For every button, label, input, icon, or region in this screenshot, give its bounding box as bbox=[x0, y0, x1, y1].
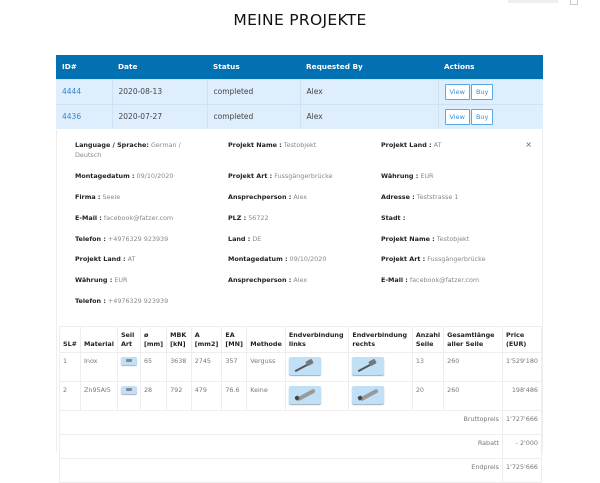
field-projekt-land: Projekt Land : AT bbox=[381, 141, 442, 149]
field-montagedatum-2: Montagedatum : 09/10/2020 bbox=[228, 255, 327, 263]
date-cell: 2020-08-13 bbox=[112, 79, 207, 104]
col-seil-art: Seil Art bbox=[117, 327, 140, 353]
view-button[interactable]: View bbox=[445, 84, 470, 100]
table-row bbox=[60, 353, 542, 382]
sl-cell: 1 bbox=[60, 353, 81, 382]
field-email-2: E-Mail : facebook@fatzer.com bbox=[381, 276, 480, 284]
diameter-cell: 28 bbox=[140, 382, 166, 411]
field-waehrung: Währung : EUR bbox=[381, 172, 434, 180]
page-title: MEINE PROJEKTE bbox=[233, 11, 367, 29]
summary-value: 1'725'666 bbox=[503, 459, 542, 483]
col-actions: Actions bbox=[438, 55, 543, 79]
items-table bbox=[59, 326, 542, 483]
projects-table-container bbox=[56, 55, 543, 129]
close-icon[interactable]: × bbox=[525, 140, 532, 149]
summary-row-rabatt bbox=[60, 435, 542, 459]
date-cell: 2020-07-27 bbox=[112, 104, 207, 129]
ea-cell: 357 bbox=[222, 353, 247, 382]
table-row bbox=[56, 104, 543, 129]
col-end-rechts: Endverbindung rechts bbox=[349, 327, 413, 353]
col-date: Date bbox=[112, 55, 207, 79]
summary-label: Bruttopreis bbox=[60, 411, 503, 435]
field-telefon-2: Telefon : +4976329 923939 bbox=[75, 297, 169, 305]
buy-button[interactable]: Buy bbox=[471, 84, 493, 100]
table-row bbox=[56, 79, 543, 104]
field-projekt-name-2: Projekt Name : Testobjekt bbox=[381, 235, 470, 243]
mbk-cell: 3638 bbox=[167, 353, 192, 382]
price-cell: 1'529'180 bbox=[503, 353, 542, 382]
col-methode: Methode bbox=[247, 327, 286, 353]
field-ansprechperson-2: Ansprechperson : Alex bbox=[228, 276, 308, 284]
status-cell: completed bbox=[207, 104, 300, 129]
buy-button[interactable]: Buy bbox=[471, 109, 493, 125]
field-land: Land : DE bbox=[228, 235, 262, 243]
seil-art-thumbnail-icon[interactable] bbox=[121, 357, 137, 365]
anzahl-cell: 13 bbox=[412, 353, 443, 382]
end-connector-right-icon[interactable] bbox=[352, 386, 384, 404]
field-projekt-name: Projekt Name : Testobjekt bbox=[228, 141, 317, 149]
anzahl-cell: 20 bbox=[412, 382, 443, 411]
col-price: Price (EUR) bbox=[503, 327, 542, 353]
field-firma: Firma : Seele bbox=[75, 193, 121, 201]
col-ea: EA [MN] bbox=[222, 327, 247, 353]
area-cell: 2745 bbox=[191, 353, 222, 382]
methode-cell: Keine bbox=[247, 382, 286, 411]
summary-value: 1'727'666 bbox=[503, 411, 542, 435]
price-cell: 198'486 bbox=[503, 382, 542, 411]
laenge-cell: 260 bbox=[444, 382, 503, 411]
ea-cell: 76.6 bbox=[222, 382, 247, 411]
summary-label: Endpreis bbox=[60, 459, 503, 483]
mbk-cell: 792 bbox=[167, 382, 192, 411]
summary-row-brutto bbox=[60, 411, 542, 435]
field-projekt-art: Projekt Art : Fussgängerbrücke bbox=[228, 172, 333, 180]
col-status: Status bbox=[207, 55, 300, 79]
col-mbk: MBK [kN] bbox=[167, 327, 192, 353]
col-material: Material bbox=[81, 327, 118, 353]
field-projekt-land-2: Projekt Land : AT bbox=[75, 255, 136, 263]
seil-art-thumbnail-icon[interactable] bbox=[121, 386, 137, 394]
end-connector-left-icon[interactable] bbox=[289, 386, 321, 404]
field-plz: PLZ : 56722 bbox=[228, 214, 269, 222]
material-cell: Inox bbox=[81, 353, 118, 382]
col-id: ID# bbox=[56, 55, 112, 79]
field-email: E-Mail : facebook@fatzer.com bbox=[75, 214, 174, 222]
summary-row-endpreis bbox=[60, 459, 542, 483]
table-row bbox=[60, 382, 542, 411]
field-montagedatum: Montagedatum : 09/10/2020 bbox=[75, 172, 174, 180]
status-cell: completed bbox=[207, 79, 300, 104]
top-right-controls bbox=[508, 0, 578, 5]
summary-label: Rabatt bbox=[60, 435, 503, 459]
field-projekt-art-2: Projekt Art : Fussgängerbrücke bbox=[381, 255, 486, 263]
col-end-links: Endverbindung links bbox=[285, 327, 349, 353]
field-stadt: Stadt : bbox=[381, 214, 406, 222]
project-id-link[interactable]: 4444 bbox=[62, 87, 82, 96]
end-connector-right-icon[interactable] bbox=[352, 357, 384, 375]
field-adresse: Adresse : Teststrasse 1 bbox=[381, 193, 459, 201]
col-requested-by: Requested By bbox=[300, 55, 438, 79]
col-area: A [mm2] bbox=[191, 327, 222, 353]
project-detail-panel bbox=[56, 130, 543, 471]
field-language: Language / Sprache: German / Deutsch bbox=[75, 141, 181, 159]
col-diameter: ø [mm] bbox=[140, 327, 166, 353]
project-id-link[interactable]: 4436 bbox=[62, 112, 82, 122]
view-button[interactable]: View bbox=[445, 109, 470, 125]
end-connector-left-icon[interactable] bbox=[289, 357, 321, 375]
col-sl: SL# bbox=[60, 327, 81, 353]
field-ansprechperson: Ansprechperson : Alex bbox=[228, 193, 308, 201]
diameter-cell: 65 bbox=[140, 353, 166, 382]
sl-cell: 2 bbox=[60, 382, 81, 411]
projects-table bbox=[56, 55, 543, 129]
requested-by-cell: Alex bbox=[300, 79, 438, 104]
col-laenge: Gesamtlänge aller Seile bbox=[444, 327, 503, 353]
summary-value: - 2'000 bbox=[503, 435, 542, 459]
methode-cell: Verguss bbox=[247, 353, 286, 382]
material-cell: Zn95Al5 bbox=[81, 382, 118, 411]
field-telefon: Telefon : +4976329 923939 bbox=[75, 235, 169, 243]
area-cell: 479 bbox=[191, 382, 222, 411]
laenge-cell: 260 bbox=[444, 353, 503, 382]
field-waehrung-2: Währung : EUR bbox=[75, 276, 128, 284]
col-anzahl: Anzahl Seile bbox=[412, 327, 443, 353]
requested-by-cell: Alex bbox=[300, 104, 438, 129]
